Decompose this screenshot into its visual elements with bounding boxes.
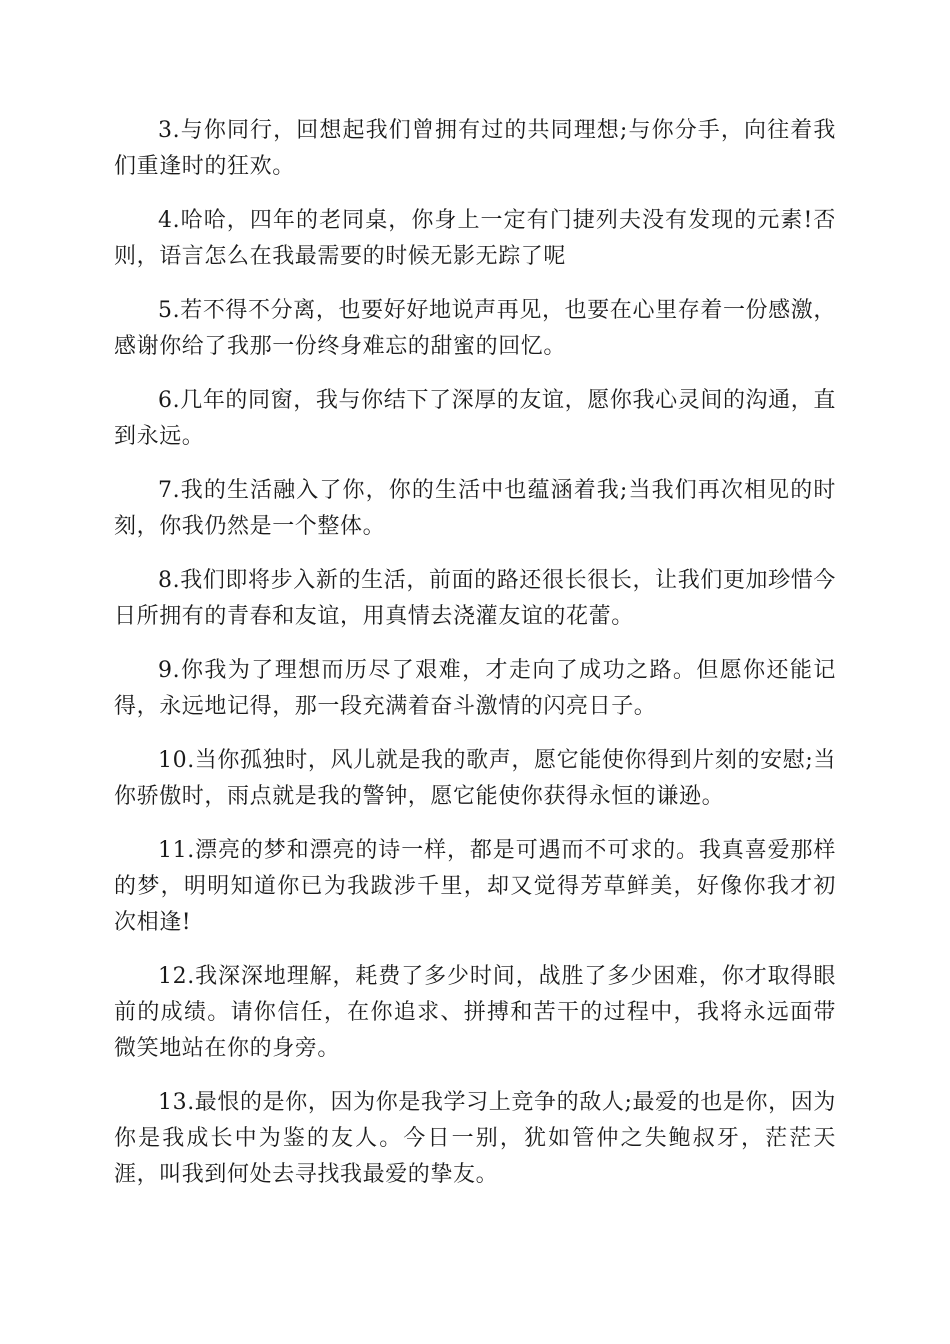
- paragraph-12: 12.我深深地理解，耗费了多少时间，战胜了多少困难，你才取得眼前的成绩。请你信任，在你追求、拼搏和苦干的过程中，我将永远面带微笑地站在你的身旁。: [114, 964, 836, 1061]
- paragraph-6: 6.几年的同窗，我与你结下了深厚的友谊，愿你我心灵间的沟通，直到永远。: [114, 388, 836, 449]
- paragraph-13: 13.最恨的是你，因为你是我学习上竞争的敌人;最爱的也是你，因为你是我成长中为鉴的友人。今日一别，犹如管仲之失鲍叔牙，茫茫天涯，叫我到何处去寻找我最爱的挚友。: [114, 1090, 836, 1187]
- document-body: [114, 113, 836, 1211]
- paragraph-3: 3.与你同行，回想起我们曾拥有过的共同理想;与你分手，向往着我们重逢时的狂欢。: [114, 118, 836, 179]
- paragraph-10: 10.当你孤独时，风儿就是我的歌声，愿它能使你得到片刻的安慰;当你骄傲时，雨点就是我的警钟，愿它能使你获得永恒的谦逊。: [114, 748, 836, 809]
- paragraph-8: 8.我们即将步入新的生活，前面的路还很长很长，让我们更加珍惜今日所拥有的青春和友谊，用真情去浇灌友谊的花蕾。: [114, 568, 836, 629]
- paragraph-9: 9.你我为了理想而历尽了艰难，才走向了成功之路。但愿你还能记得，永远地记得，那一段充满着奋斗激情的闪亮日子。: [114, 658, 836, 719]
- paragraph-7: 7.我的生活融入了你，你的生活中也蕴涵着我;当我们再次相见的时刻，你我仍然是一个整体。: [114, 478, 836, 539]
- paragraph-11: 11.漂亮的梦和漂亮的诗一样，都是可遇而不可求的。我真喜爱那样的梦，明明知道你已为我跋涉千里，却又觉得芳草鲜美，好像你我才初次相逢!: [114, 838, 836, 935]
- paragraph-5: 5.若不得不分离，也要好好地说声再见，也要在心里存着一份感激，感谢你给了我那一份终身难忘的甜蜜的回忆。: [114, 298, 836, 359]
- paragraph-4: 4.哈哈，四年的老同桌，你身上一定有门捷列夫没有发现的元素!否则，语言怎么在我最需要的时候无影无踪了呢: [114, 208, 836, 269]
